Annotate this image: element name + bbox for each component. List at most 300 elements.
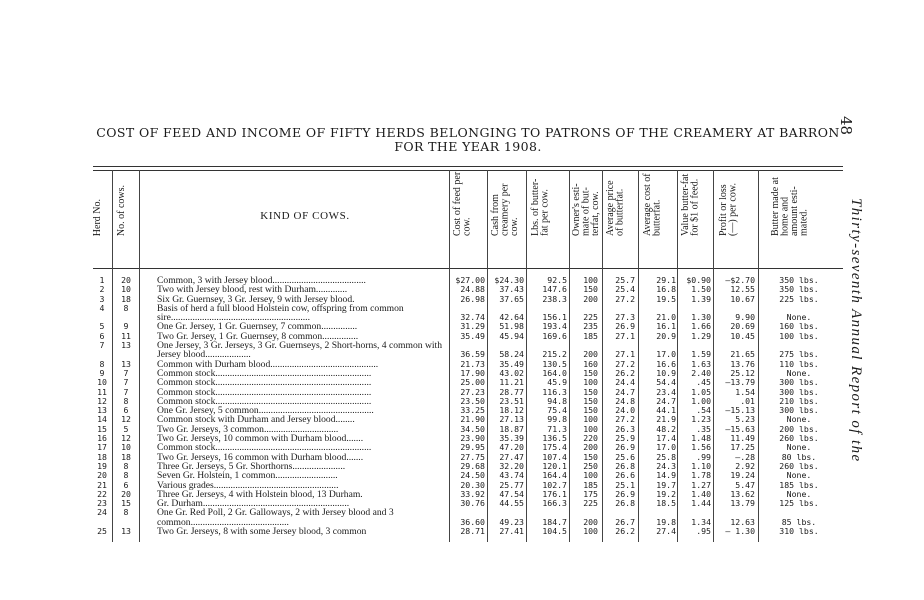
cell-prof: 13.76	[730, 358, 755, 369]
cell-cash: $24.30	[494, 275, 524, 285]
cell-avgp: 26.7	[615, 516, 635, 527]
cell-owner: 100	[583, 275, 598, 285]
cell-avgp: 26.9	[615, 442, 635, 453]
cell-butter: None.	[786, 442, 812, 453]
cell-cows: 8	[123, 460, 129, 471]
cell-feed: 28.71	[460, 526, 485, 537]
table-row	[93, 295, 843, 304]
cell-cash: 18.87	[499, 423, 524, 434]
cell-avgc: 21.0	[656, 312, 676, 323]
cell-lbs: 107.4	[542, 451, 567, 462]
cell-cows: 5	[123, 423, 129, 434]
cell-kind: Common stock.................................................................	[157, 368, 372, 379]
cell-cash: 27.47	[499, 451, 524, 462]
cell-prof: 17.25	[730, 442, 755, 453]
cell-kind: One Gr. Red Poll, 2 Gr. Galloways, 2 with Jersey blood and 3 common.........................................	[157, 508, 394, 528]
header-butter-made: Butter made at home and amount esti-mated.	[770, 177, 810, 236]
cell-owner: 200	[583, 516, 598, 527]
cell-lbs: 184.7	[542, 516, 567, 527]
cell-cows: 11	[121, 330, 131, 341]
cell-butter: None.	[786, 312, 812, 323]
cell-prof: 12.63	[730, 516, 755, 527]
cell-cows: 13	[121, 358, 131, 369]
cell-val: 1.59	[691, 349, 711, 360]
header-value-butterfat: Value butter-fat for $1 of feed.	[680, 173, 701, 236]
cell-feed: 24.88	[460, 284, 485, 295]
cell-kind: Common, 3 with Jersey blood.......................................	[157, 276, 366, 286]
cell-butter: 100 lbs.	[779, 330, 819, 341]
cell-cows: 6	[123, 479, 129, 490]
cell-owner: 200	[583, 349, 598, 360]
cell-cows: 12	[121, 433, 131, 444]
cell-avgp: 25.7	[615, 275, 635, 285]
cell-lbs: 102.7	[542, 479, 567, 490]
cell-avgc: 44.1	[656, 405, 676, 416]
cell-kind: Gr. Durham.............................................................	[157, 499, 350, 509]
cell-owner: 160	[583, 358, 598, 369]
cell-lbs: 120.1	[542, 460, 567, 471]
cell-feed: 27.23	[460, 386, 485, 397]
cell-kind: Common stock.................................................................	[157, 378, 372, 388]
cell-owner: 100	[583, 414, 598, 425]
cell-herd: 13	[97, 405, 107, 416]
cell-lbs: 164.0	[542, 367, 567, 378]
cell-butter: 200 lbs.	[779, 423, 819, 434]
cell-prof: 1.54	[735, 386, 755, 397]
cell-feed: 36.59	[460, 349, 485, 360]
cell-val: .35	[696, 423, 711, 434]
cell-owner: 150	[583, 284, 598, 295]
cell-cash: 37.43	[499, 284, 524, 295]
cell-avgp: 26.3	[615, 423, 635, 434]
cell-feed: 20.30	[460, 479, 485, 490]
header-profit-or-loss: Profit or loss (—) per cow.	[718, 183, 739, 236]
cell-cows: 20	[121, 275, 131, 285]
cell-val: .54	[696, 405, 711, 416]
page-number: 48	[837, 116, 855, 136]
cell-avgp: 26.2	[615, 526, 635, 537]
cell-cows: 8	[123, 507, 129, 518]
cell-lbs: 238.3	[542, 293, 567, 304]
cell-avgc: 19.2	[656, 488, 676, 499]
cell-cows: 12	[121, 414, 131, 425]
cell-prof: 13.62	[730, 488, 755, 499]
cell-feed: 27.75	[460, 451, 485, 462]
cell-avgp: 25.1	[615, 479, 635, 490]
cell-lbs: 175.4	[542, 442, 567, 453]
cell-owner: 175	[583, 488, 598, 499]
cell-avgp: 26.8	[615, 498, 635, 509]
cell-butter: 350 lbs.	[779, 284, 819, 295]
cell-val: 1.44	[691, 498, 711, 509]
cell-kind: Two Gr. Jerseys, 10 common with Durham blood.......	[157, 434, 364, 444]
cell-cows: 20	[121, 488, 131, 499]
cell-avgp: 25.9	[615, 433, 635, 444]
cell-herd: 25	[97, 526, 107, 537]
cell-prof: —.28	[735, 451, 755, 462]
cell-cows: 15	[121, 498, 131, 509]
cell-prof: —15.63	[725, 423, 755, 434]
cell-avgc: 17.4	[656, 433, 676, 444]
cell-owner: 100	[583, 470, 598, 481]
cell-butter: 80 lbs.	[781, 451, 817, 462]
cell-cash: 42.64	[499, 312, 524, 323]
cell-val: 1.78	[691, 470, 711, 481]
title-line-2: FOR THE YEAR 1908.	[394, 139, 542, 154]
cell-val: 1.30	[691, 312, 711, 323]
cell-avgp: 27.3	[615, 312, 635, 323]
cell-avgp: 25.4	[615, 284, 635, 295]
cell-feed: $27.00	[455, 275, 485, 285]
cell-butter: None.	[786, 470, 812, 481]
cell-cows: 8	[123, 470, 129, 481]
cell-avgc: 24.3	[656, 460, 676, 471]
cell-feed: 23.90	[460, 433, 485, 444]
cell-cash: 43.74	[499, 470, 524, 481]
cell-prof: 12.55	[730, 284, 755, 295]
header-no-of-cows: No. of cows.	[116, 184, 127, 236]
cell-kind: Common with Durham blood.............................................	[157, 359, 379, 369]
cell-owner: 150	[583, 395, 598, 406]
cell-owner: 200	[583, 293, 598, 304]
cell-cash: 37.65	[499, 293, 524, 304]
cell-lbs: 92.5	[547, 275, 567, 285]
cell-lbs: 99.8	[547, 414, 567, 425]
header-cash-from-creamery: Cash from creamery per cow.	[490, 183, 520, 236]
cell-lbs: 136.5	[542, 433, 567, 444]
cell-lbs: 94.8	[547, 395, 567, 406]
cell-avgp: 26.2	[615, 367, 635, 378]
cell-herd: 24	[97, 507, 107, 518]
cell-cows: 13	[121, 526, 131, 537]
cell-lbs: 45.9	[547, 377, 567, 388]
cell-cows: 8	[123, 302, 129, 313]
cell-avgp: 26.6	[615, 470, 635, 481]
cell-cows: 8	[123, 395, 129, 406]
cell-feed: 32.74	[460, 312, 485, 323]
cell-val: 1.66	[691, 321, 711, 332]
cell-feed: 29.68	[460, 460, 485, 471]
cell-butter: 300 lbs.	[779, 405, 819, 416]
header-cost-of-feed: Cost of feed per cow.	[452, 171, 473, 236]
cell-lbs: 166.3	[542, 498, 567, 509]
cell-avgp: 27.2	[615, 358, 635, 369]
cell-lbs: 176.1	[542, 488, 567, 499]
title-line-1: COST OF FEED AND INCOME OF FIFTY HERDS BELONGING TO PATRONS OF THE CREAMERY AT BARRON	[96, 125, 840, 140]
cell-owner: 200	[583, 442, 598, 453]
table-title	[88, 126, 848, 154]
cell-herd: 2	[99, 284, 105, 295]
cell-kind: One Gr. Jersey, 1 Gr. Guernsey, 7 common...............	[157, 322, 358, 332]
cell-feed: 30.76	[460, 498, 485, 509]
cell-cash: 32.20	[499, 460, 524, 471]
cell-avgp: 27.2	[615, 414, 635, 425]
cell-prof: —13.79	[725, 377, 755, 388]
cell-cash: 28.77	[499, 386, 524, 397]
cell-lbs: 215.2	[542, 349, 567, 360]
cell-butter: 300 lbs.	[779, 386, 819, 397]
cell-prof: — 1.30	[725, 526, 755, 537]
cell-lbs: 130.5	[542, 358, 567, 369]
cell-cash: 49.23	[499, 516, 524, 527]
cell-val: 2.40	[691, 367, 711, 378]
cell-prof: 5.47	[735, 479, 755, 490]
cell-val: 1.27	[691, 479, 711, 490]
cell-herd: 12	[97, 395, 107, 406]
cell-lbs: 116.3	[542, 386, 567, 397]
cell-kind: Basis of herd a full blood Holstein cow, offspring from common sire..........................................................	[157, 303, 404, 323]
cell-avgp: 26.9	[615, 321, 635, 332]
cell-herd: 5	[99, 321, 105, 332]
cell-cows: 9	[123, 321, 129, 332]
cell-val: 1.10	[691, 460, 711, 471]
header-lbs-butterfat: Lbs. of butter-fat per cow.	[530, 178, 551, 236]
cell-val: 1.23	[691, 414, 711, 425]
cell-butter: 350 lbs.	[779, 275, 819, 285]
cell-feed: 31.29	[460, 321, 485, 332]
cell-avgc: 19.5	[656, 293, 676, 304]
cell-prof: 25.12	[730, 367, 755, 378]
cell-owner: 185	[583, 330, 598, 341]
cell-avgp: 27.1	[615, 330, 635, 341]
cell-prof: 20.69	[730, 321, 755, 332]
cell-herd: 6	[99, 330, 105, 341]
cell-lbs: 164.4	[542, 470, 567, 481]
cell-cash: 47.20	[499, 442, 524, 453]
cell-cash: 45.94	[499, 330, 524, 341]
cell-cash: 35.39	[499, 433, 524, 444]
cell-butter: 260 lbs.	[779, 460, 819, 471]
cell-feed: 36.60	[460, 516, 485, 527]
cell-owner: 150	[583, 405, 598, 416]
cell-herd: 23	[97, 498, 107, 509]
cell-herd: 22	[97, 488, 107, 499]
cell-avgp: 26.9	[615, 488, 635, 499]
cell-val: 1.50	[691, 284, 711, 295]
cell-kind: Two Gr. Jerseys, 8 with some Jersey blood, 3 common	[157, 527, 367, 537]
cell-val: .95	[696, 526, 711, 537]
cell-herd: 10	[97, 377, 107, 388]
cell-owner: 150	[583, 386, 598, 397]
cell-owner: 225	[583, 312, 598, 323]
header-owner-estimate: Owner's esti-mate of but-terfat, cow.	[571, 183, 601, 236]
cell-avgc: 17.0	[656, 442, 676, 453]
cell-owner: 100	[583, 423, 598, 434]
cell-prof: —$2.70	[725, 275, 755, 285]
cell-herd: 20	[97, 470, 107, 481]
cell-cash: 44.55	[499, 498, 524, 509]
cell-avgc: 17.0	[656, 349, 676, 360]
cell-avgc: 20.9	[656, 330, 676, 341]
cell-owner: 225	[583, 498, 598, 509]
cell-feed: 34.50	[460, 423, 485, 434]
cell-val: 1.39	[691, 293, 711, 304]
table-body	[93, 276, 843, 536]
cell-avgp: 25.6	[615, 451, 635, 462]
cell-avgc: 27.4	[656, 526, 676, 537]
cell-owner: 100	[583, 526, 598, 537]
cell-owner: 220	[583, 433, 598, 444]
cell-cash: 23.51	[499, 395, 524, 406]
cell-butter: 310 lbs.	[779, 526, 819, 537]
cell-avgc: 16.1	[656, 321, 676, 332]
top-rule	[93, 166, 843, 167]
cell-avgp: 27.1	[615, 349, 635, 360]
cell-prof: 10.67	[730, 293, 755, 304]
cell-feed: 17.90	[460, 367, 485, 378]
header-average-cost: Average cost of butterfat.	[642, 173, 663, 236]
cell-cash: 51.98	[499, 321, 524, 332]
cell-owner: 100	[583, 377, 598, 388]
cell-butter: 125 lbs.	[779, 498, 819, 509]
cell-butter: 260 lbs.	[779, 433, 819, 444]
cell-val: 1.40	[691, 488, 711, 499]
header-kind-of-cows: KIND OF COWS.	[260, 210, 350, 222]
cell-avgc: 54.4	[656, 377, 676, 388]
cell-avgp: 24.4	[615, 377, 635, 388]
cell-butter: 300 lbs.	[779, 377, 819, 388]
cell-lbs: 193.4	[542, 321, 567, 332]
cell-cows: 10	[121, 284, 131, 295]
cell-butter: 160 lbs.	[779, 321, 819, 332]
cell-herd: 17	[97, 442, 107, 453]
cell-avgp: 24.0	[615, 405, 635, 416]
cell-kind: Two with Jersey blood, rest with Durham.............	[157, 285, 348, 295]
cell-cash: 43.02	[499, 367, 524, 378]
cell-avgp: 26.8	[615, 460, 635, 471]
cell-cows: 7	[123, 386, 129, 397]
cell-prof: 2.92	[735, 460, 755, 471]
cell-owner: 150	[583, 367, 598, 378]
cell-owner: 185	[583, 479, 598, 490]
cell-avgc: 16.6	[656, 358, 676, 369]
cell-butter: 275 lbs.	[779, 349, 819, 360]
cell-herd: 4	[99, 302, 105, 313]
cell-butter: None.	[786, 367, 812, 378]
cell-butter: 210 lbs.	[779, 395, 819, 406]
cell-cows: 13	[121, 340, 131, 351]
cell-prof: 9.90	[735, 312, 755, 323]
cell-herd: 11	[97, 386, 107, 397]
cell-butter: 225 lbs.	[779, 293, 819, 304]
cell-lbs: 104.5	[542, 526, 567, 537]
cell-kind: Two Gr. Jerseys, 16 common with Durham blood.......	[157, 452, 364, 462]
cell-kind: Six Gr. Guernsey, 3 Gr. Jersey, 9 with Jersey blood.	[157, 294, 355, 304]
cell-feed: 23.50	[460, 395, 485, 406]
cell-herd: 16	[97, 433, 107, 444]
cell-avgc: 21.9	[656, 414, 676, 425]
cell-herd: 19	[97, 460, 107, 471]
cell-prof: 11.49	[730, 433, 755, 444]
cell-val: 1.48	[691, 433, 711, 444]
cell-lbs: 147.6	[542, 284, 567, 295]
cell-herd: 3	[99, 293, 105, 304]
cell-kind: Two Gr. Jersey, 1 Gr. Guernsey, 8 common...............	[157, 331, 359, 342]
table-row	[93, 341, 843, 360]
cell-avgp: 24.8	[615, 395, 635, 406]
cell-kind: Three Gr. Jerseys, 5 Gr. Shorthorns......................	[157, 461, 346, 472]
cell-owner: 150	[583, 451, 598, 462]
cell-avgc: 19.8	[656, 516, 676, 527]
cell-feed: 29.95	[460, 442, 485, 453]
cell-cash: 27.41	[499, 526, 524, 537]
cell-cash: 11.21	[499, 377, 524, 388]
cell-avgc: 25.8	[656, 451, 676, 462]
cell-cash: 47.54	[499, 488, 524, 499]
cell-herd: 15	[97, 423, 107, 434]
cell-feed: 21.73	[460, 358, 485, 369]
cell-avgc: 19.7	[656, 479, 676, 490]
cell-val: 1.05	[691, 386, 711, 397]
running-head: Thirty-seventh Annual Report of the	[848, 198, 864, 463]
cell-cash: 35.49	[499, 358, 524, 369]
cell-prof: 21.65	[730, 349, 755, 360]
cell-prof: 19.24	[730, 470, 755, 481]
cell-feed: 21.90	[460, 414, 485, 425]
cell-feed: 35.49	[460, 330, 485, 341]
cell-feed: 24.50	[460, 470, 485, 481]
cell-val: $0.90	[686, 275, 711, 285]
cell-cows: 18	[121, 451, 131, 462]
cell-val: .45	[696, 377, 711, 388]
cell-prof: .01	[740, 395, 755, 406]
cell-avgc: 10.9	[656, 367, 676, 378]
cell-val: .99	[696, 451, 711, 462]
table-row	[93, 508, 843, 527]
cell-herd: 7	[99, 340, 105, 351]
table-row	[93, 304, 843, 323]
cell-feed: 33.25	[460, 405, 485, 416]
cell-butter: 110 lbs.	[779, 358, 819, 369]
cell-avgp: 24.7	[615, 386, 635, 397]
cell-owner: 250	[583, 460, 598, 471]
cell-kind: Common stock.................................................................	[157, 387, 372, 397]
cell-kind: Common stock with Durham and Jersey blood........	[157, 415, 355, 425]
header-average-price: Average price of butterfat.	[605, 180, 626, 236]
cell-lbs: 75.4	[547, 405, 567, 416]
cell-butter: None.	[786, 488, 812, 499]
cell-butter: 85 lbs.	[781, 516, 817, 527]
cell-butter: None.	[786, 414, 812, 425]
cell-avgc: 18.5	[656, 498, 676, 509]
cell-feed: 26.98	[460, 293, 485, 304]
cell-cash: 58.24	[499, 349, 524, 360]
cell-owner: 235	[583, 321, 598, 332]
cell-cash: 25.77	[499, 479, 524, 490]
table-row	[93, 499, 843, 508]
cell-kind: Three Gr. Jerseys, 4 with Holstein blood, 13 Durham.	[157, 489, 363, 500]
cell-avgc: 48.2	[656, 423, 676, 434]
cell-val: 1.34	[691, 516, 711, 527]
cell-cash: 18.12	[499, 405, 524, 416]
cell-herd: 18	[97, 451, 107, 462]
cell-cows: 6	[123, 405, 129, 416]
cell-prof: 10.45	[730, 330, 755, 341]
cell-val: 1.00	[691, 395, 711, 406]
cell-prof: 13.79	[730, 498, 755, 509]
cell-avgc: 14.9	[656, 470, 676, 481]
cell-avgc: 24.7	[656, 395, 676, 406]
cell-lbs: 156.1	[542, 312, 567, 323]
cell-kind: One Jersey, 3 Gr. Jerseys, 3 Gr. Guernseys, 2 Short-horns, 4 common with Jersey blood...................	[157, 341, 443, 360]
cell-kind: One Gr. Jersey, 5 common................................................	[157, 406, 374, 416]
cell-kind: Common stock.................................................................	[157, 443, 372, 453]
cell-herd: 9	[99, 367, 105, 378]
cell-prof: 5.23	[735, 414, 755, 425]
cell-avgp: 27.2	[615, 293, 635, 304]
cell-val: 1.56	[691, 442, 711, 453]
cell-lbs: 169.6	[542, 330, 567, 341]
